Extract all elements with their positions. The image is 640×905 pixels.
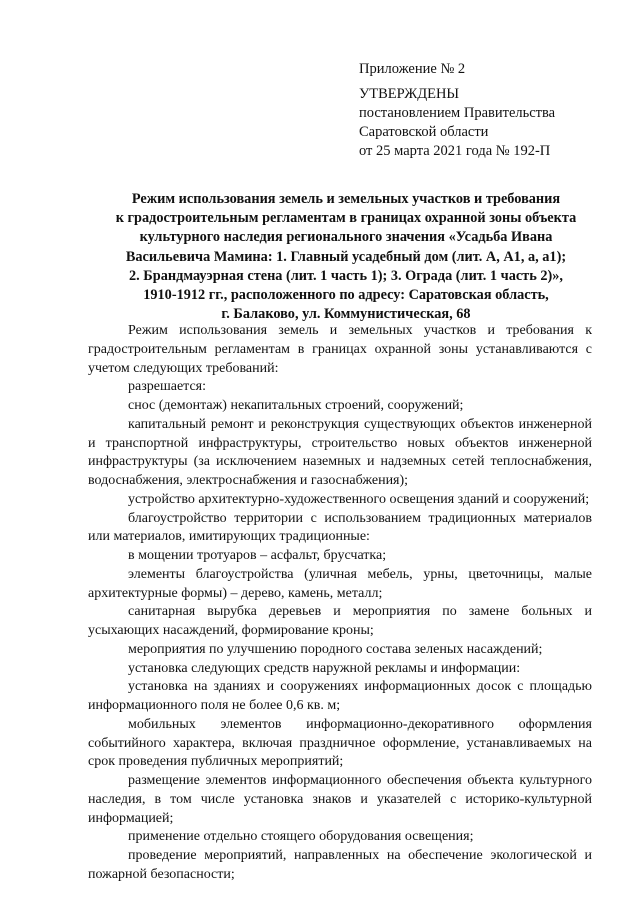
paragraph: размещение элементов информационного обеспечения объекта культурного наследия, в том числе установка знаков и указателей с историко-культурной информацией; (88, 773, 592, 826)
paragraph: капитальный ремонт и реконструкция существующих объектов инженерной и транспортной инфраструктуры, строительство новых объектов инженерной инфраструктуры (за исключением наземных и надземных сетей теплоснабжения, водоснабжения, электроснабжения и газоснабжения); (88, 416, 592, 488)
title-line: 2. Брандмауэрная стена (лит. 1 часть 1); 3. Ограда (лит. 1 часть 2)», (129, 267, 563, 284)
paragraph: установка следующих средств наружной рекламы и информации: (128, 660, 521, 676)
approved-label: УТВЕРЖДЕНЫ (359, 86, 460, 102)
paragraph: применение отдельно стоящего оборудования освещения; (128, 829, 474, 845)
title-line: г. Балаково, ул. Коммунистическая, 68 (221, 306, 471, 323)
document-title (86, 190, 606, 324)
title-line: культурного наследия регионального значения «Усадьба Ивана (139, 229, 553, 246)
paragraph: мобильных элементов информационно-декоративного оформления событийного характера, включая праздничное оформление, устанавливаемых на срок проведения публичных мероприятий; (88, 716, 592, 770)
title-line: к градостроительным регламентам в границах охранной зоны объекта (115, 210, 577, 227)
document-body (88, 322, 592, 885)
paragraph: в мощении тротуаров – асфальт, брусчатка; (128, 548, 387, 563)
title-line: Режим использования земель и земельных участков и требования (131, 191, 561, 207)
paragraph: благоустройство территории с использованием традиционных материалов или материалов, имитирующих традиционные: (88, 510, 592, 545)
appendix-label: Приложение № 2 (359, 61, 466, 77)
title-line: Васильевича Мамина: 1. Главный усадебный дом (лит. А, А1, а, а1); (125, 248, 567, 265)
paragraph: снос (демонтаж) некапитальных строений, сооружений; (128, 398, 464, 413)
paragraph: установка на зданиях и сооружениях информационных досок с площадью информационного поля не более 0,6 кв. м; (88, 679, 592, 713)
paragraph: элементы благоустройства (уличная мебель, урны, цветочницы, малые архитектурные формы) – дерево, камень, металл; (88, 566, 592, 601)
paragraph: разрешается: (128, 379, 206, 395)
approval-line-3: от 25 марта 2021 года № 192-П (359, 143, 551, 159)
approval-block (359, 60, 555, 161)
paragraph: мероприятия по улучшению породного состава зеленых насаждений; (128, 641, 543, 657)
paragraph: проведение мероприятий, направленных на обеспечение экологической и пожарной безопасности; (88, 848, 592, 882)
title-line: 1910-1912 гг., расположенного по адресу: Саратовская область, (143, 287, 549, 304)
approval-line-1: постановлением Правительства (359, 105, 556, 121)
paragraph-intro: Режим использования земель и земельных участков и требования к градостроительным регламентам в границах охранной зоны устанавливаются с учетом следующих требований: (88, 323, 592, 376)
paragraph: санитарная вырубка деревьев и мероприятия по замене больных и усыхающих насаждений, формирование кроны; (88, 604, 592, 638)
paragraph: устройство архитектурно-художественного освещения зданий и сооружений; (128, 491, 590, 507)
approval-line-2: Саратовской области (359, 124, 489, 140)
